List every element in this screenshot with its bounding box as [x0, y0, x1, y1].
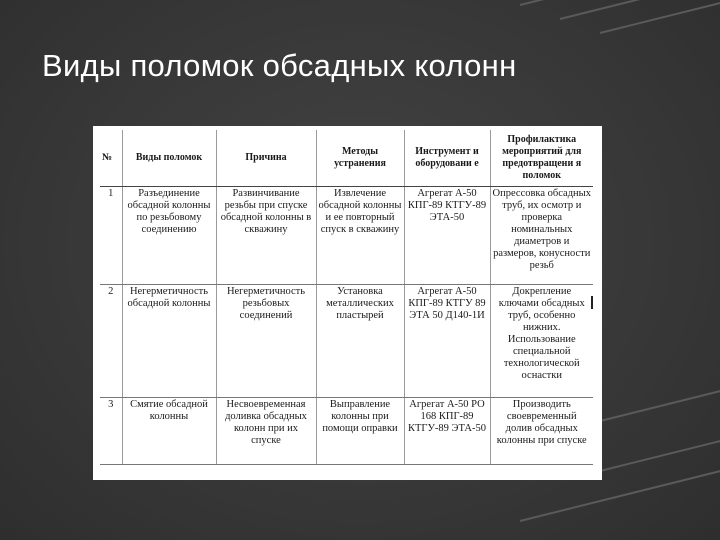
- header-type: Виды поломок: [122, 130, 216, 187]
- table-image: [93, 126, 602, 480]
- cell-type: Разъединение обсадной колонны по резьбовому соединению: [122, 187, 216, 285]
- header-prevention: Профилактика мероприятий для предотвращени я поломок: [490, 130, 593, 187]
- slide-title: Виды поломок обсадных колонн: [42, 48, 517, 83]
- cell-cause: Негерметичность резьбовых соединений: [216, 285, 316, 398]
- cell-tools: Агрегат А-50 КПГ-89 КТГУ 89 ЭТА 50 Д140-1И: [404, 285, 490, 398]
- cell-method: Выправление колонны при помощи оправки: [316, 398, 404, 465]
- cell-type: Смятие обсадной колонны: [122, 398, 216, 465]
- cell-num: 1: [100, 187, 122, 285]
- header-num: №: [100, 130, 122, 187]
- cell-num: 2: [100, 285, 122, 398]
- header-method: Методы устранения: [316, 130, 404, 187]
- cell-prevention: Опрессовка обсадных труб, их осмотр и проверка номинальных диаметров и размеров, конусности резьб: [490, 187, 593, 285]
- cell-tools: Агрегат А-50 КПГ-89 КТГУ-89 ЭТА-50: [404, 187, 490, 285]
- breakdown-table: [100, 130, 593, 465]
- cell-prevention: Производить своевременный долив обсадных колонны при спуске: [490, 398, 593, 465]
- cell-num: 3: [100, 398, 122, 465]
- cell-type: Негерметичность обсадной колонны: [122, 285, 216, 398]
- header-tools: Инструмент и оборудовани е: [404, 130, 490, 187]
- table-row: [100, 285, 593, 398]
- table-row: [100, 187, 593, 285]
- table-row: [100, 398, 593, 465]
- table-header-row: [100, 130, 593, 187]
- scan-mark: [591, 296, 593, 309]
- cell-tools: Агрегат А-50 РО 168 КПГ-89 КТГУ-89 ЭТА-50: [404, 398, 490, 465]
- cell-method: Извлечение обсадной колонны и ее повторный спуск в скважину: [316, 187, 404, 285]
- header-cause: Причина: [216, 130, 316, 187]
- cell-method: Установка металлических пластырей: [316, 285, 404, 398]
- cell-prevention: Докрепление ключами обсадных труб, особенно нижних. Использование специальной технологической оснастки: [490, 285, 593, 398]
- cell-cause: Несвоевременная доливка обсадных колонн при их спуске: [216, 398, 316, 465]
- cell-cause: Развинчивание резьбы при спуске обсадной колонны в скважину: [216, 187, 316, 285]
